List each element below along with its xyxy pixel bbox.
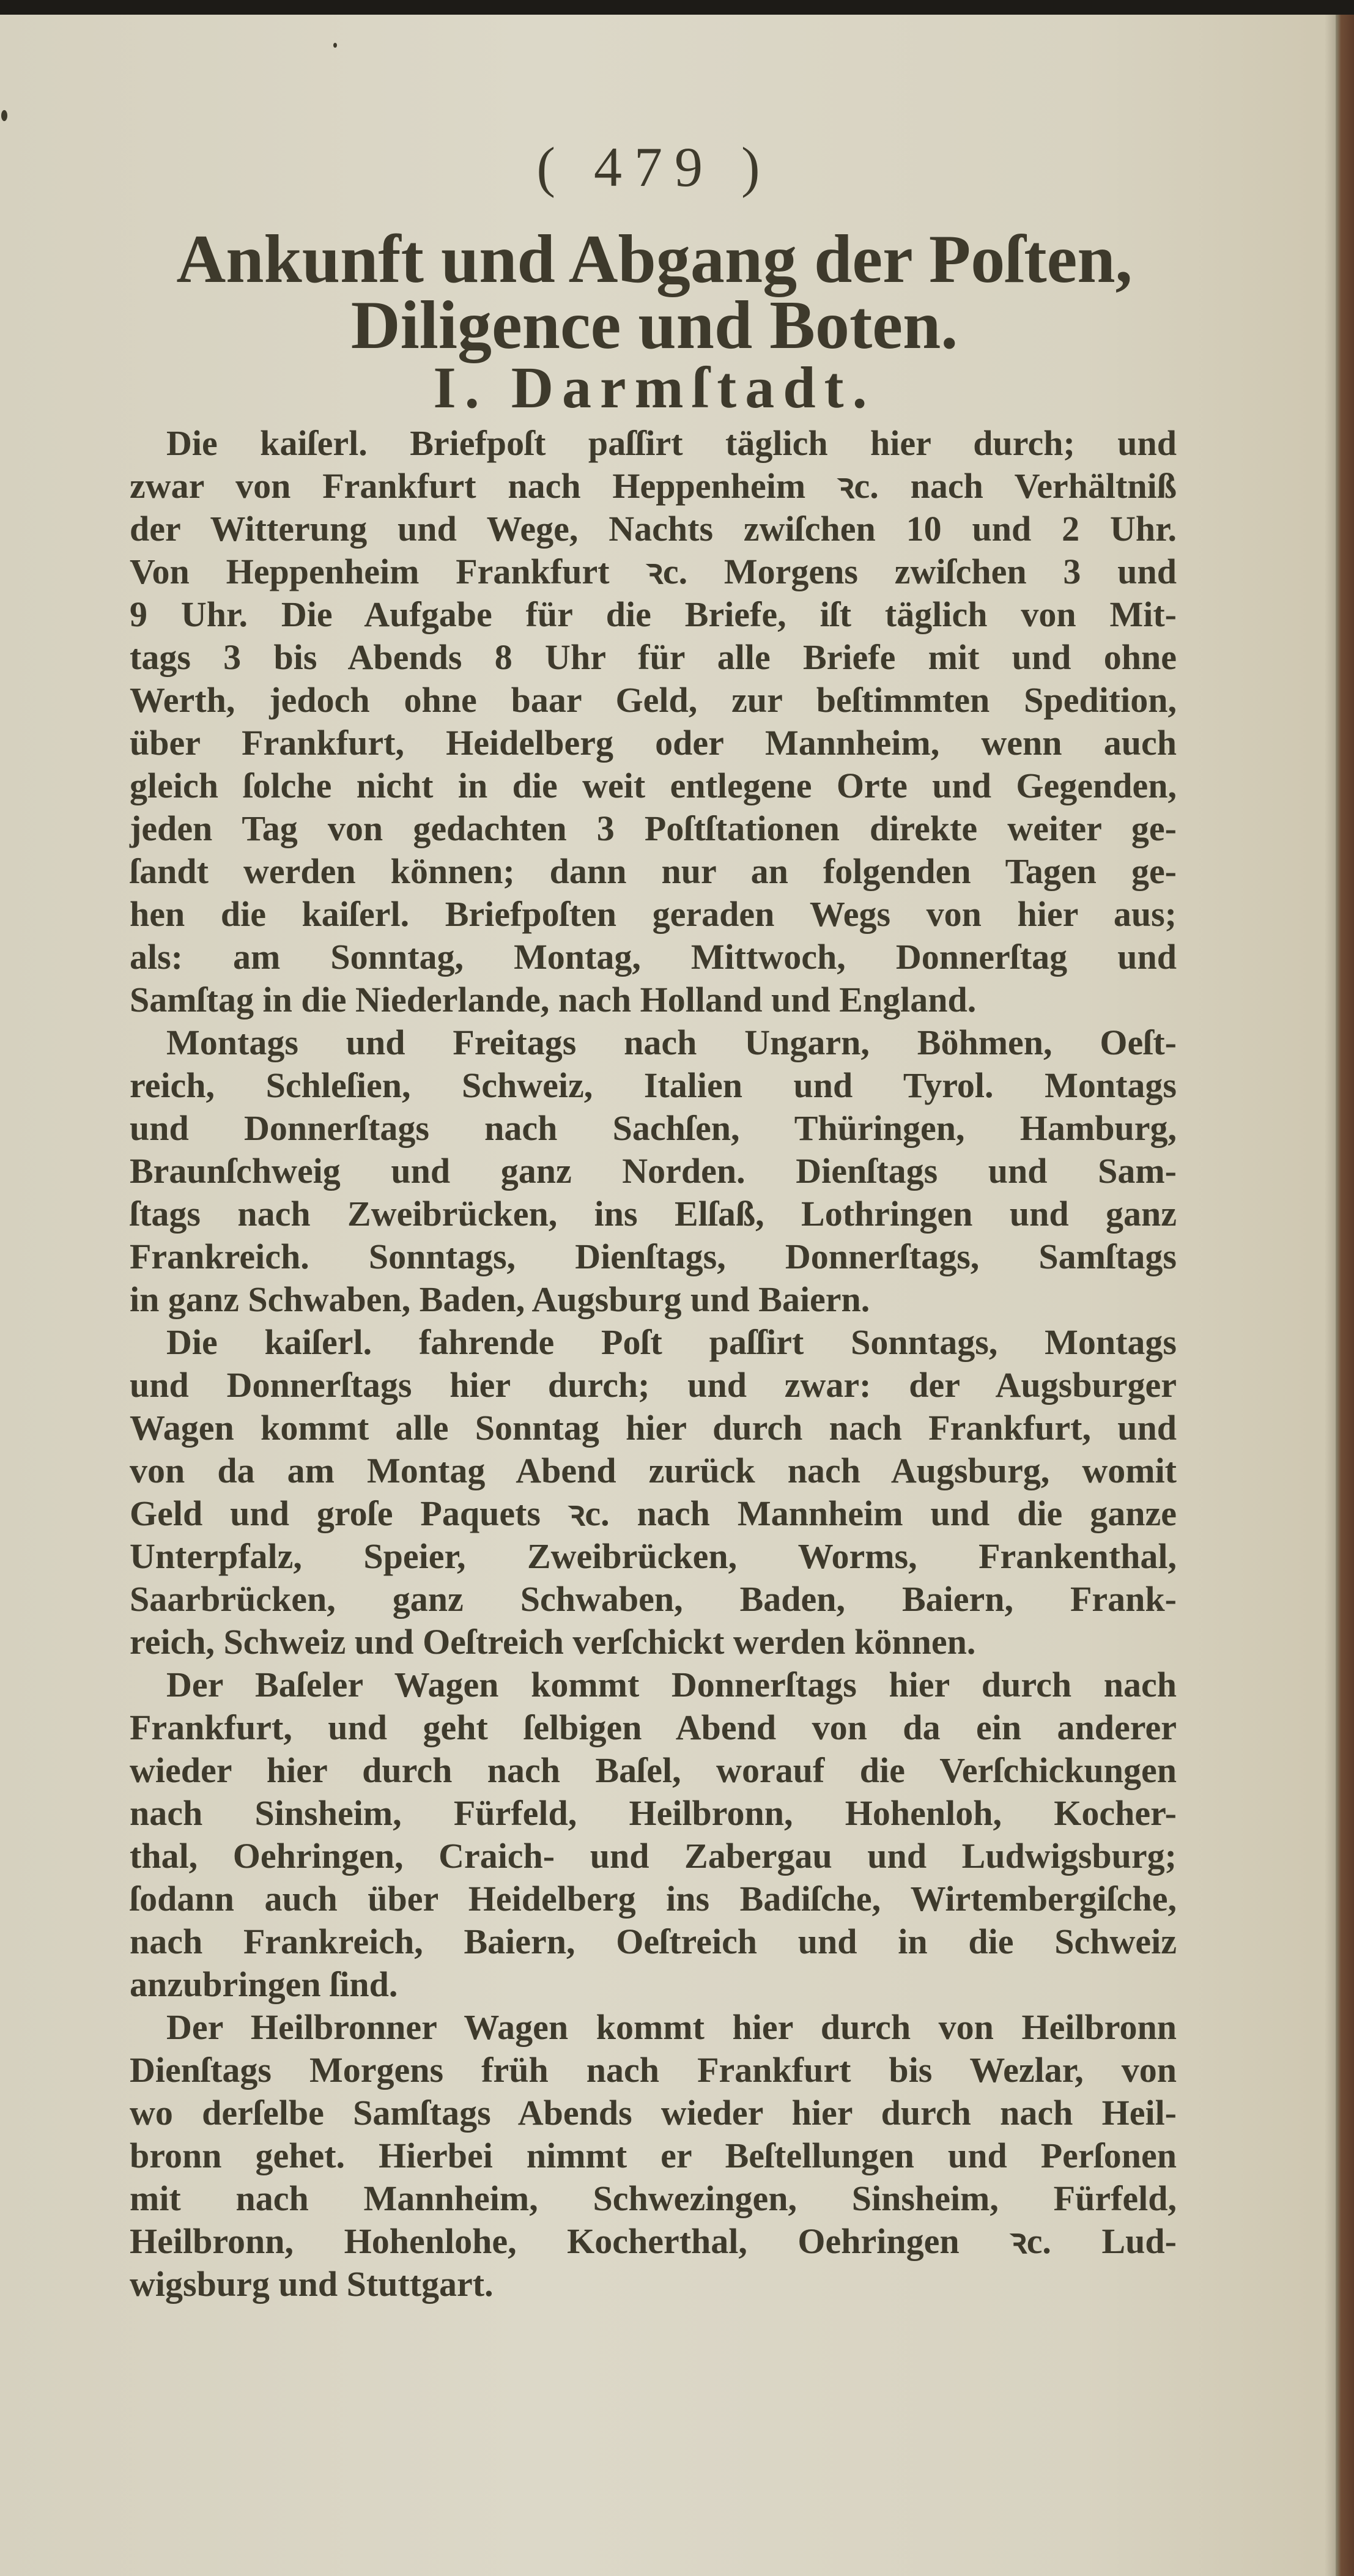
text-line: und Donnerſtags hier durch; und zwar: der Augsburger [130, 1365, 1177, 1405]
text-line: der Witterung und Wege, Nachts zwiſchen 10 und 2 Uhr. [130, 509, 1177, 549]
text-line: Wagen kommt alle Sonntag hier durch nach Frankfurt, und [130, 1408, 1177, 1448]
text-line: nach Frankreich, Baiern, Oeſtreich und in die Schweiz [130, 1922, 1177, 1961]
text-line: wigsburg und Stuttgart. [130, 2264, 494, 2304]
text-line: Samſtag in die Niederlande, nach Holland und England. [130, 980, 977, 1020]
text-line: zwar von Frankfurt nach Heppenheim ꝛc. nach Verhältniß [130, 466, 1177, 506]
text-line: als: am Sonntag, Montag, Mittwoch, Donnerſtag und [130, 937, 1177, 977]
text-line: Unterpfalz, Speier, Zweibrücken, Worms, Frankenthal, [130, 1536, 1177, 1576]
text-line: ſandt werden können; dann nur an folgenden Tagen ge- [130, 851, 1177, 891]
text-line: Der Baſeler Wagen kommt Donnerſtags hier durch nach [166, 1665, 1177, 1704]
text-line: Die kaiſerl. fahrende Poſt paſſirt Sonntags, Montags [166, 1322, 1177, 1362]
text-line: Der Heilbronner Wagen kommt hier durch von Heilbronn [166, 2007, 1177, 2047]
text-line: nach Sinsheim, Fürfeld, Heilbronn, Hohenloh, Kocher- [130, 1793, 1177, 1833]
text-line: Frankreich. Sonntags, Dienſtags, Donnerſtags, Samſtags [130, 1237, 1177, 1276]
text-line: ſtags nach Zweibrücken, ins Elſaß, Lothringen und ganz [130, 1194, 1177, 1234]
text-line: thal, Oehringen, Craich- und Zabergau und Ludwigsburg; [130, 1836, 1177, 1876]
text-line: und Donnerſtags nach Sachſen, Thüringen, Hamburg, [130, 1108, 1177, 1148]
text-line: Werth, jedoch ohne baar Geld, zur beſtimmten Spedition, [130, 680, 1177, 720]
page-title-line-2: Diligence und Boten. [350, 287, 958, 363]
text-line: gleich ſolche nicht in die weit entlegene Orte und Gegenden, [130, 766, 1177, 805]
text-line: 9 Uhr. Die Aufgabe für die Briefe, iſt täglich von Mit- [130, 594, 1177, 634]
text-line: über Frankfurt, Heidelberg oder Mannheim, wenn auch [130, 723, 1177, 763]
text-line: reich, Schweiz und Oeſtreich verſchickt werden können. [130, 1622, 976, 1662]
book-binding-edge [1336, 15, 1354, 2576]
text-line: mit nach Mannheim, Schwezingen, Sinsheim, Fürfeld, [130, 2178, 1177, 2218]
text-line: ſodann auch über Heidelberg ins Badiſche, Wirtembergiſche, [130, 1879, 1177, 1919]
text-line: Braunſchweig und ganz Norden. Dienſtags und Sam- [130, 1151, 1177, 1191]
text-line: wo derſelbe Samſtags Abends wieder hier durch nach Heil- [130, 2093, 1177, 2133]
text-line: Geld und groſe Paquets ꝛc. nach Mannheim und die ganze [130, 1493, 1177, 1533]
text-line: anzubringen ſind. [130, 1964, 398, 2004]
section-heading: I. Darmſtadt. [433, 355, 876, 420]
body-text [130, 422, 1177, 2306]
ink-speck [333, 43, 337, 48]
text-line: reich, Schleſien, Schweiz, Italien und Tyrol. Montags [130, 1065, 1177, 1105]
text-line: von da am Montag Abend zurück nach Augsburg, womit [130, 1451, 1177, 1490]
text-line: tags 3 bis Abends 8 Uhr für alle Briefe mit und ohne [130, 637, 1177, 677]
text-line: Montags und Freitags nach Ungarn, Böhmen, Oeſt- [166, 1023, 1177, 1062]
text-line: Frankfurt, und geht ſelbigen Abend von da ein anderer [130, 1708, 1177, 1747]
text-line: bronn gehet. Hierbei nimmt er Beſtellungen und Perſonen [130, 2136, 1177, 2175]
text-line: Heilbronn, Hohenlohe, Kocherthal, Oehringen ꝛc. Lud- [130, 2221, 1177, 2261]
text-line: jeden Tag von gedachten 3 Poſtſtationen direkte weiter ge- [130, 809, 1177, 848]
text-line: Die kaiſerl. Briefpoſt paſſirt täglich hier durch; und [166, 423, 1177, 463]
text-line: in ganz Schwaben, Baden, Augsburg und Baiern. [130, 1279, 870, 1319]
page-title-line-1: Ankunft und Abgang der Poſten, [176, 221, 1133, 297]
text-line: Von Heppenheim Frankfurt ꝛc. Morgens zwiſchen 3 und [130, 552, 1177, 591]
text-line: Saarbrücken, ganz Schwaben, Baden, Baiern, Frank- [130, 1579, 1177, 1619]
scan-top-border [0, 0, 1354, 15]
ink-speck [1, 110, 7, 121]
page-number: ( 479 ) [536, 136, 772, 198]
text-line: hen die kaiſerl. Briefpoſten geraden Wegs von hier aus; [130, 894, 1177, 934]
text-line: Dienſtags Morgens früh nach Frankfurt bis Wezlar, von [130, 2050, 1177, 2090]
text-line: wieder hier durch nach Baſel, worauf die Verſchickungen [130, 1750, 1177, 1790]
page-gutter-shadow [1325, 15, 1336, 2576]
